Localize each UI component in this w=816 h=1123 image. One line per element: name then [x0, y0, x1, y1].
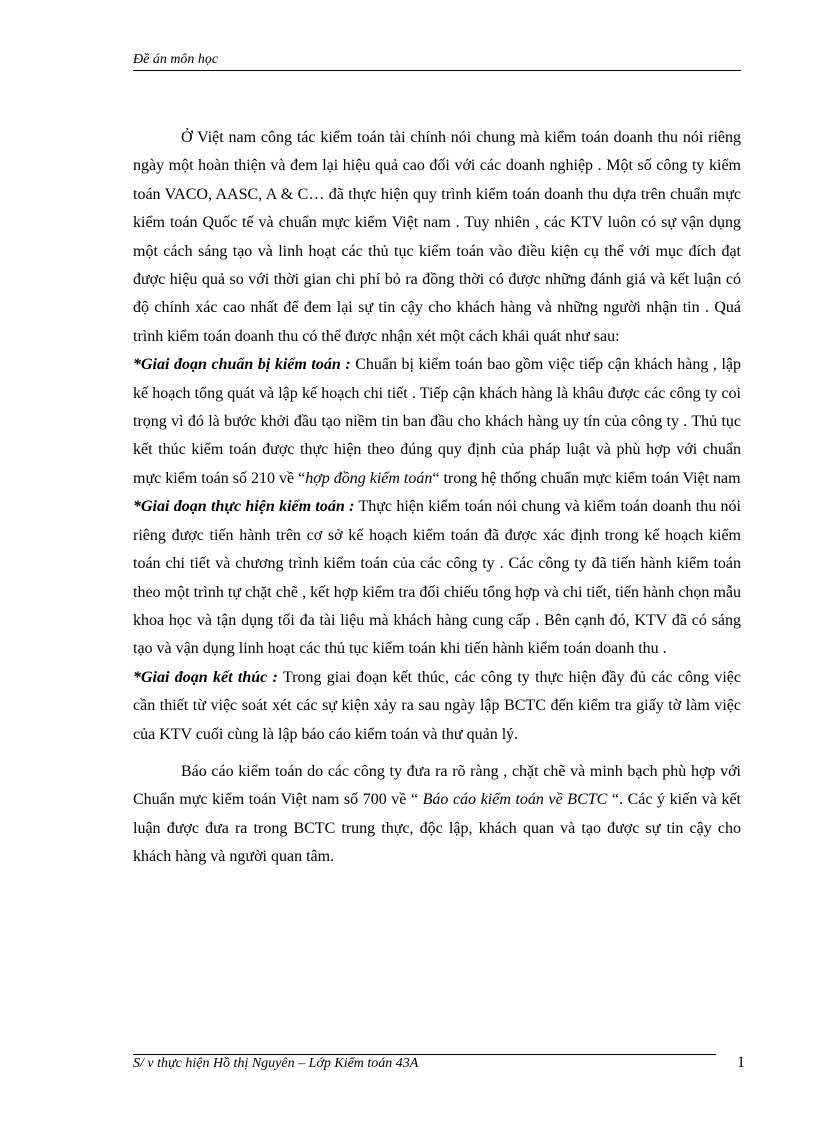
italic-term: hợp đồng kiểm toán: [305, 469, 433, 487]
paragraph-text: Thực hiện kiểm toán nói chung và kiểm toán doanh thu nói riêng được tiến hành trên cơ sở kế hoạch kiểm toán đã được xác định trong kế hoạch kiểm toán chi tiết và chương trình kiểm toán của các công ty . Các công ty đã tiến hành kiểm toán theo một trình tự chặt chẽ , kết hợp kiểm tra đối chiếu tổng hợp và chi tiết, tiến hành chọn mẫu khoa học và tận dụng tối đa tài liệu mà khách hàng cung cấp . Bên cạnh đó, KTV đã có sáng tạo và vận dụng linh hoạt các thủ tục kiểm toán khi tiến hành kiểm toán doanh thu .: [133, 498, 741, 658]
footer-text: S/ v thực hiện Hồ thị Nguyên – Lớp Kiểm toán 43A: [133, 1056, 419, 1071]
italic-term: Báo cáo kiểm toán về BCTC: [422, 791, 608, 809]
page-number: 1: [737, 1054, 745, 1071]
footer-divider: [133, 1054, 716, 1055]
paragraph-text: Chuẩn bị kiểm toán bao gồm việc tiếp cận khách hàng , lập kế hoạch tổng quát và lập kế hoạch chi tiết . Tiếp cận khách hàng là khâu được các công ty coi trọng vì đó là bước khởi đầu tạo niềm tin ban đầu cho khách hàng uy tín của công ty . Thủ tục kết thúc kiểm toán được thực hiện theo đúng quy định của pháp luật và phù hợp với chuẩn mực kiểm toán số 210 về “: [133, 356, 742, 487]
paragraph-preparation: [133, 351, 741, 493]
paragraph-text: Ở Việt nam công tác kiểm toán tài chính nói chung mà kiểm toán doanh thu nói riêng ngày một hoàn thiện và đem lại hiệu quả cao đối với các doanh nghiệp . Một số công ty kiểm toán VACO, AASC, A & C… đã thực hiện quy trình kiểm toán doanh thu dựa trên chuẩn mực kiểm toán Quốc tế và chuẩn mực kiểm Việt nam . Tuy nhiên , các KTV luôn có sự vận dụng một cách sáng tạo và linh hoạt các thủ tục kiểm toán vào điều kiện cụ thể với mục đích đạt được hiệu quả so với thời gian chi phí bỏ ra đồng thời có được những đánh giá và kết luận có độ chính xác cao nhất để đem lại sự tin cậy cho khách hàng và những người nhận tin . Quá trình kiểm toán doanh thu có thể được nhận xét một cách khái quát như sau:: [133, 129, 741, 345]
paragraph-text-tail: “. Các ý kiến và kết luận được đưa ra trong BCTC trung thực, độc lập, khách quan và tạo được sự tin cậy cho khách hàng và người quan tâm.: [133, 791, 742, 866]
paragraph-intro: [133, 124, 741, 351]
section-heading: *Giai đoạn chuẩn bị kiểm toán :: [133, 356, 351, 374]
paragraph-completion: [133, 664, 741, 749]
paragraph-execution: [133, 493, 741, 663]
paragraph-text: Báo cáo kiểm toán do các công ty đưa ra rõ ràng , chặt chẽ và minh bạch phù hợp với Chuẩn mực kiểm toán Việt nam số 700 về “: [133, 762, 741, 809]
document-body: [133, 124, 741, 872]
page-header: [133, 50, 741, 71]
header-title: Đề án môn học: [133, 52, 219, 67]
paragraph-text: Trong giai đoạn kết thúc, các công ty thực hiện đầy đủ các công việc cần thiết từ việc soát xét các sự kiện xảy ra sau ngày lập BCTC đến kiểm tra giấy tờ làm việc của KTV cuối cùng là lập báo cáo kiểm toán và thư quản lý.: [133, 668, 741, 743]
paragraph-text-tail: “ trong hệ thống chuẩn mực kiểm toán Việt nam: [432, 469, 741, 487]
section-heading: *Giai đoạn thực hiện kiểm toán :: [133, 498, 355, 516]
section-heading: *Giai đoạn kết thúc :: [133, 668, 278, 686]
paragraph-report: [133, 758, 741, 872]
